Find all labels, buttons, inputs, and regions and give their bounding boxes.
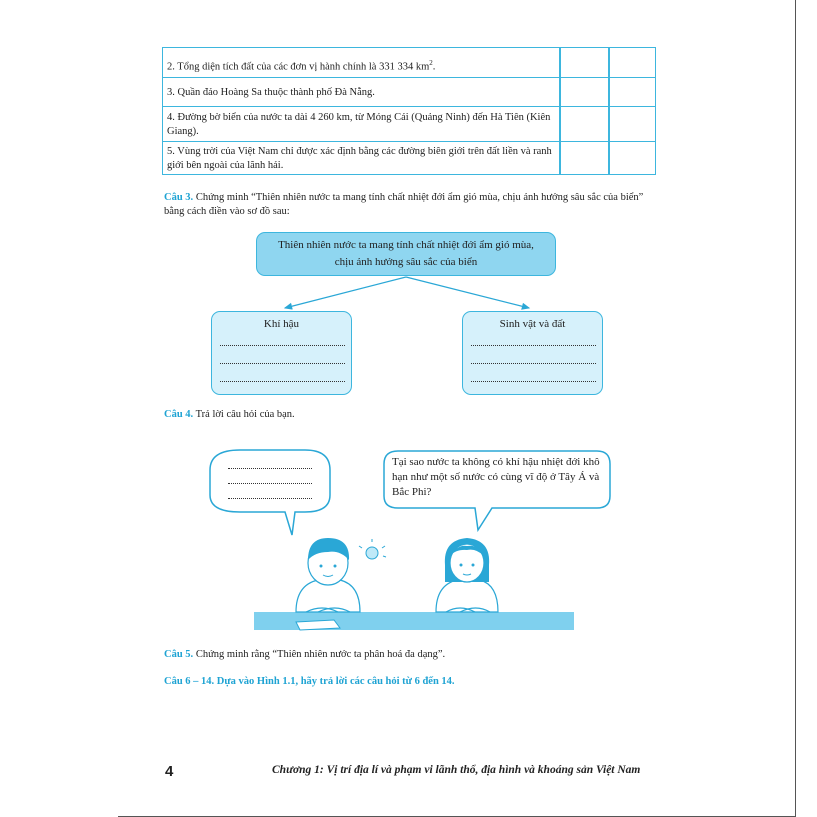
girl-figure (436, 538, 498, 612)
question-text: Trả lời câu hỏi của bạn. (193, 409, 295, 420)
question-label: Câu 3. (164, 192, 194, 203)
speech-bubble-question: Tại sao nước ta không có khí hậu nhiệt đới khô hạn như một số nước có cùng vĩ độ ở Tây Á và Bắc Phi? (392, 456, 600, 498)
fill-line[interactable] (228, 497, 312, 499)
paper-sheet (296, 620, 340, 630)
question-6-14: Câu 6 – 14. Dựa vào Hình 1.1, hãy trả lời các câu hỏi từ 6 đến 14. (164, 676, 455, 687)
table-row-text: 3. Quần đảo Hoàng Sa thuộc thành phố Đà Nẵng. (167, 87, 375, 98)
fill-line[interactable] (228, 482, 312, 484)
table-row-text: 4. Đường bờ biển của nước ta dài 4 260 km, từ Móng Cái (Quảng Ninh) đến Hà Tiên (Kiên Giang). (167, 112, 551, 137)
fill-line[interactable] (228, 467, 312, 469)
diagram-box-title: Khí hậu (263, 318, 300, 330)
page-number: 4 (165, 763, 174, 780)
question-text: Chứng minh rằng “Thiên nhiên nước ta phân hoá đa dạng”. (193, 649, 446, 660)
lightbulb-icon (359, 539, 386, 559)
chapter-title: Chương 1: Vị trí địa lí và phạm vi lãnh thổ, địa hình và khoáng sản Việt Nam (272, 764, 641, 776)
speech-bubble-left (210, 450, 330, 535)
table-row-text: 5. Vùng trời của Việt Nam chỉ được xác định bằng các đường biên giới trên đất liền và ranh giới bên ngoài của lãnh hải. (167, 146, 552, 171)
question-5 (164, 648, 445, 662)
diagram-box-title: Sinh vật và đất (499, 318, 566, 330)
table-row-text: 2. Tổng diện tích đất của các đơn vị hành chính là 331 334 $km^2$. (167, 59, 436, 73)
question-label: Câu 4. (164, 409, 194, 420)
question-label: Câu 5. (164, 649, 194, 660)
question-text: Chứng minh “Thiên nhiên nước ta mang tính chất nhiệt đới ẩm gió mùa, chịu ảnh hưởng sâu sắc của biển” bằng cách điền vào sơ đồ sau: (164, 192, 644, 217)
diagram-main-line1: Thiên nhiên nước ta mang tính chất nhiệt đới ẩm gió mùa, (278, 239, 534, 251)
boy-figure (296, 538, 360, 612)
diagram-main-line2: chịu ảnh hưởng sâu sắc của biển (334, 256, 478, 268)
